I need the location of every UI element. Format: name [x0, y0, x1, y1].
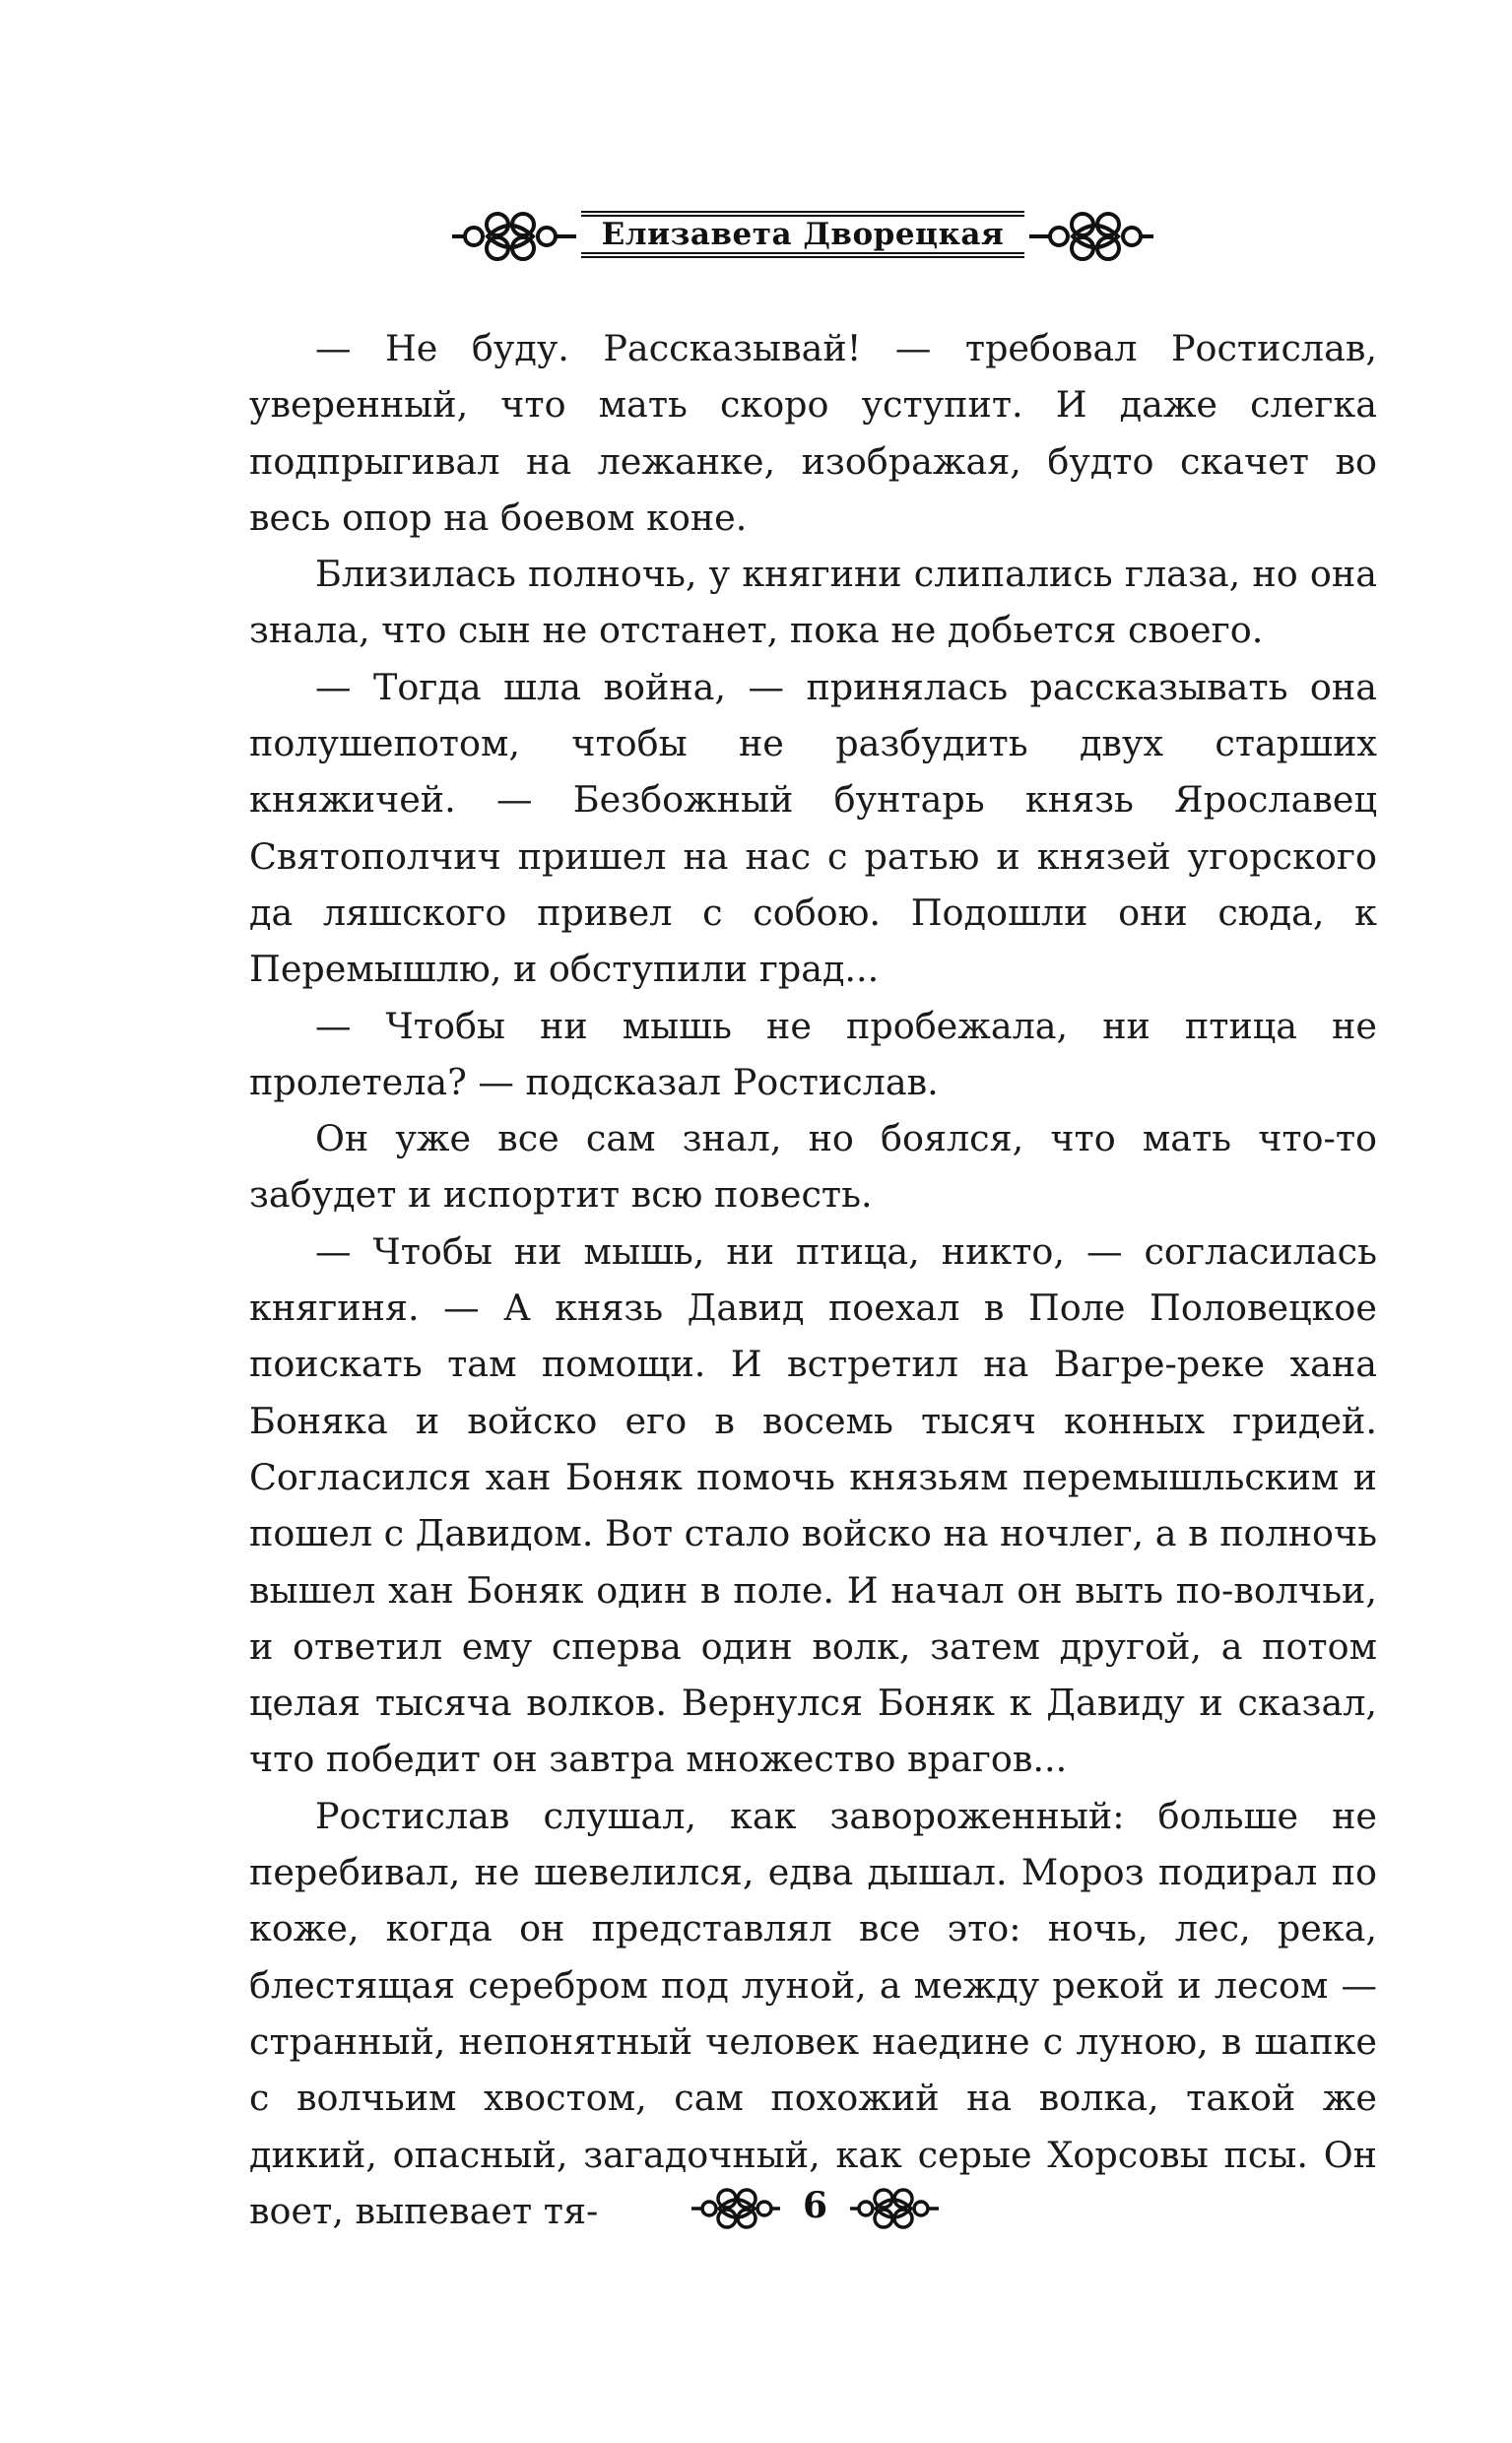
right-knot-ornament-icon	[1029, 205, 1157, 268]
body-text	[249, 320, 1377, 2239]
paragraph: Близилась полночь, у княгини слипались глаза, но она знала, что сын не отстанет, пока не добьется своего.	[249, 553, 1377, 652]
paragraph: — Чтобы ни мышь, ни птица, никто, — согласилась княгиня. — А князь Давид поехал в Поле Половецкое поискать там помощи. И встретил на Вагре-реке хана Боняка и войско его в восемь тысяч конных гридей. Согласился хан Боняк помочь князьям перемышльским и пошел с Давидом. Вот стало войско на ночлег, а в полночь вышел хан Боняк один в поле. И начал он выть по-волчьи, и ответил ему сперва один волк, затем другой, а потом целая тысяча волков. Вернулся Боняк к Давиду и сказал, что победит он завтра множество врагов...	[249, 1229, 1378, 1781]
paragraph: — Чтобы ни мышь не пробежала, ни птица не пролетела? — подсказал Ростислав.	[249, 1004, 1377, 1103]
header-frame	[581, 211, 1024, 258]
author-name: Елизавета Дворецкая	[601, 217, 1005, 252]
page-footer	[690, 2177, 941, 2246]
footer-left-knot-icon	[690, 2181, 780, 2236]
running-header	[448, 199, 1157, 274]
paragraph: — Тогда шла война, — принялась рассказывать она полушепотом, чтобы не разбудить двух старших княжичей. — Безбожный бунтарь князь Ярославец Святополчич пришел на нас с ратью и князей угорского да ляшского привел с собою. Подошли они сюда, к Перемышлю, и обступили град...	[249, 665, 1377, 991]
paragraph: Он уже все сам знал, но боялся, что мать что-то забудет и испортит всю повесть.	[249, 1117, 1377, 1217]
page-number: 6	[802, 2185, 828, 2226]
paragraph: Ростислав слушал, как завороженный: больше не перебивал, не шевелился, едва дышал. Мороз подирал по коже, когда он представлял все это: ночь, лес, река, блестящая серебром под луной, а между рекой и лесом — странный, непонятный человек наедине с луною, в шапке с волчьим хвостом, сам похожий на волка, такой же дикий, опасный, загадочный, как серые Хорсовы псы. Он воет, выпевает тя-	[249, 1794, 1377, 2232]
footer-right-knot-icon	[850, 2181, 941, 2236]
paragraph: — Не буду. Рассказывай! — требовал Ростислав, уверенный, что мать скоро уступит. И даже слегка подпрыгивал на лежанке, изображая, будто скачет во весь опор на боевом коне.	[249, 327, 1377, 539]
left-knot-ornament-icon	[448, 205, 576, 268]
